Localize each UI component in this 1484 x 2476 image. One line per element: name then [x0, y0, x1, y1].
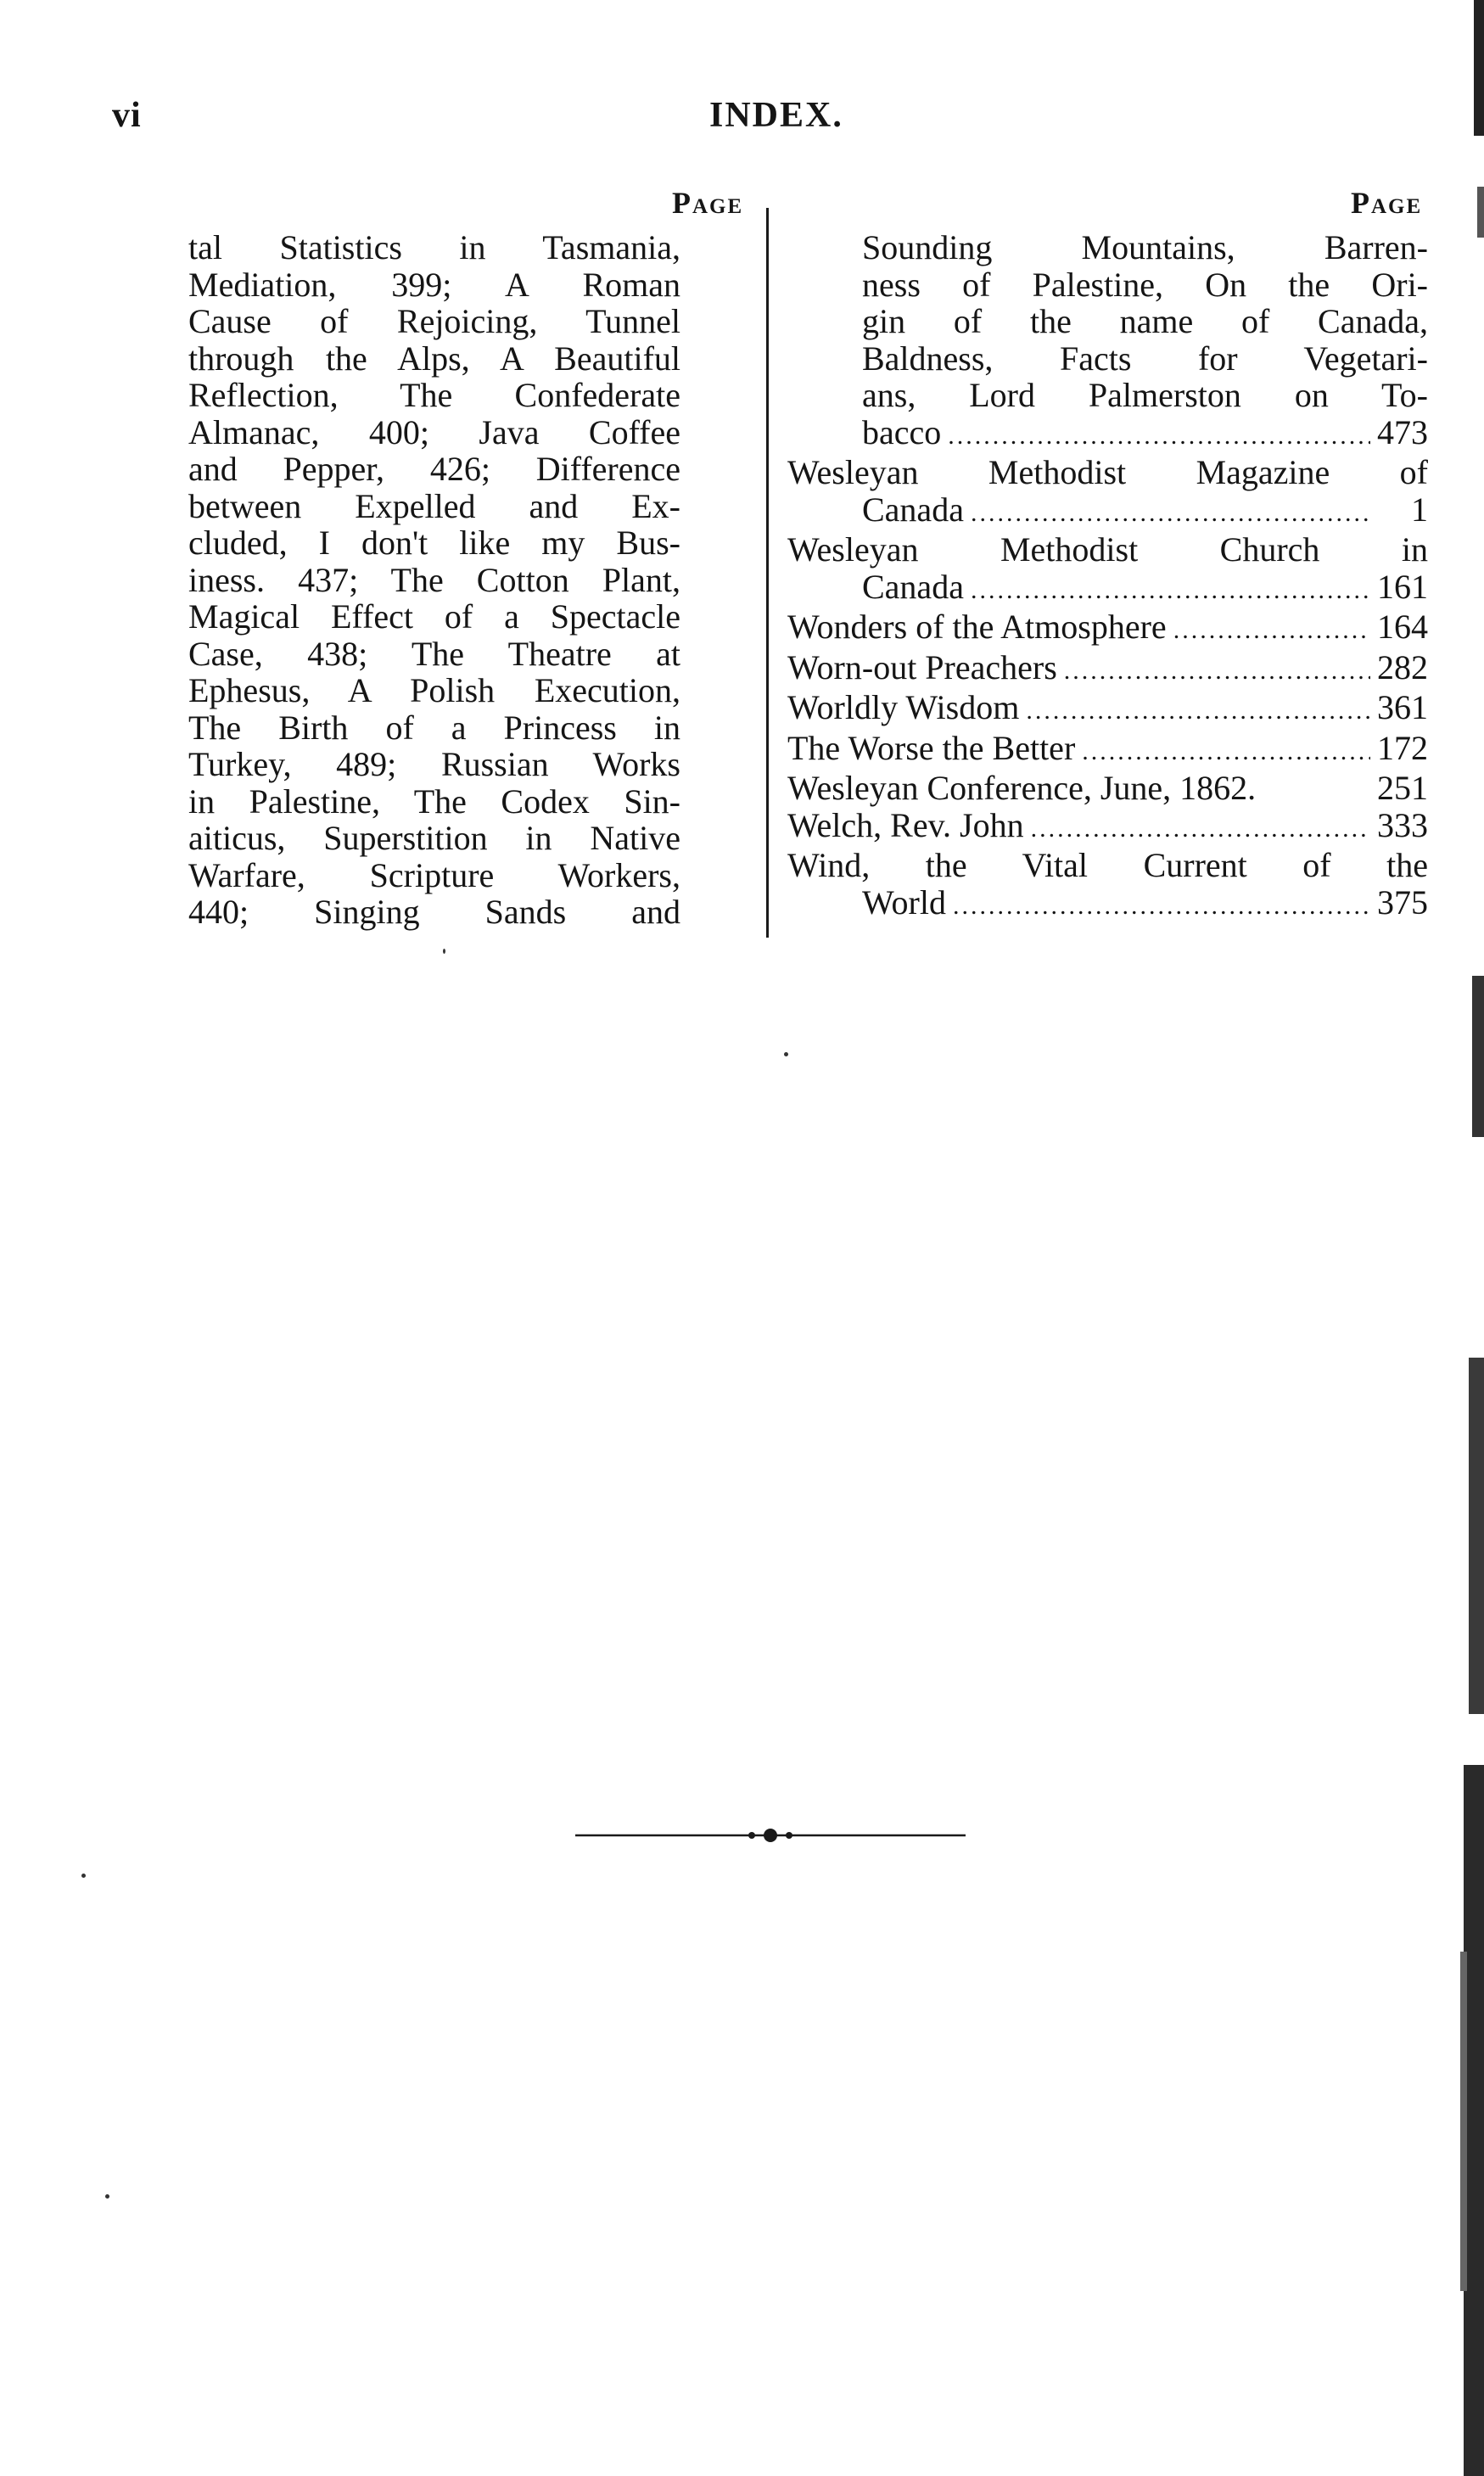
index-page-number: 172: [1377, 728, 1428, 767]
index-entry-line: [787, 491, 1428, 532]
index-entry-text: bacco: [862, 412, 942, 451]
right-column-entries: [787, 229, 1428, 924]
left-column-line: Mediation, 399; A Roman: [188, 265, 680, 304]
index-page-number: 375: [1377, 882, 1428, 921]
left-column-line: cluded, I don't like my Bus-: [188, 524, 680, 562]
index-entry-text: ness of Palestine, On the Ori-: [862, 265, 1428, 304]
dot-leader: [953, 888, 1370, 925]
dot-leader: [1031, 810, 1370, 848]
index-entry-text: Worldly Wisdom: [787, 688, 1020, 726]
left-column-line: iness. 437; The Cotton Plant,: [188, 560, 680, 599]
index-entry-line: [787, 340, 1428, 378]
index-entry-line: [787, 649, 1428, 690]
scan-speck: [784, 1052, 788, 1056]
index-page-number: 282: [1377, 647, 1428, 686]
index-page-number: 251: [1377, 769, 1428, 807]
left-column-line: 440; Singing Sands and: [188, 893, 680, 931]
index-entry-line: [787, 730, 1428, 770]
dot-leader: [1082, 733, 1370, 770]
column-divider-rule: [766, 208, 769, 938]
index-entry-text: Canada: [862, 567, 964, 606]
left-column-line: Warfare, Scripture Workers,: [188, 855, 680, 894]
left-column-line: Cause of Rejoicing, Tunnel: [188, 302, 680, 340]
index-entry-line: [787, 377, 1428, 414]
index-entry-text: Baldness, Facts for Vegetari-: [862, 339, 1428, 378]
index-entry-text: Wind, the Vital Current of the: [787, 846, 1428, 884]
index-entry-line: [787, 531, 1428, 569]
index-page-number: 164: [1377, 608, 1428, 646]
left-column-line: through the Alps, A Beautiful: [188, 339, 680, 378]
index-entry-line: [787, 569, 1428, 609]
scan-speck: [105, 2194, 109, 2199]
index-entry-line: [787, 847, 1428, 884]
dot-leader: [948, 417, 1370, 455]
left-column-line: The Birth of a Princess in: [188, 708, 680, 747]
left-column-line: tal Statistics in Tasmania,: [188, 228, 680, 266]
index-entry-text: Worn-out Preachers: [787, 647, 1057, 686]
index-entry-text: gin of the name of Canada,: [862, 302, 1428, 340]
index-page-number: 333: [1377, 805, 1428, 844]
index-page-number: 473: [1377, 412, 1428, 451]
index-entry-text: Sounding Mountains, Barren-: [862, 228, 1428, 266]
index-entry-text: ans, Lord Palmerston on To-: [862, 376, 1428, 414]
index-entry-text: Wesleyan Conference, June, 1862.: [787, 769, 1257, 807]
dot-leader: [971, 572, 1370, 609]
index-entry-line: [787, 414, 1428, 455]
index-entry-line: [787, 689, 1428, 730]
index-page-number: 161: [1377, 567, 1428, 606]
scan-speck: [443, 949, 445, 954]
left-column-text: [188, 229, 680, 931]
index-entry-line: [787, 807, 1428, 848]
index-entry-line: [787, 770, 1428, 807]
left-column-line: Reflection, The Confederate: [188, 376, 680, 414]
left-page-column-header: Page: [672, 186, 744, 220]
left-column-line: Magical Effect of a Spectacle: [188, 597, 680, 636]
dot-leader: [1064, 653, 1370, 690]
index-entry-text: Wesleyan Methodist Magazine of: [787, 453, 1428, 491]
index-entry-line: [787, 266, 1428, 304]
left-column-line: between Expelled and Ex-: [188, 486, 680, 525]
index-page-number: 361: [1377, 688, 1428, 726]
index-entry-text: Welch, Rev. John: [787, 805, 1024, 844]
index-entry-text: Wesleyan Methodist Church in: [787, 530, 1428, 569]
scan-speck: [81, 1874, 86, 1878]
left-column-line: Ephesus, A Polish Execution,: [188, 671, 680, 709]
index-entry-text: World: [862, 882, 946, 921]
scanned-page-edge: [1455, 0, 1484, 2476]
index-entry-line: [787, 303, 1428, 340]
left-column-line: Turkey, 489; Russian Works: [188, 745, 680, 783]
right-page-column-header: Page: [1351, 186, 1423, 220]
index-entry-text: Wonders of the Atmosphere: [787, 608, 1167, 646]
index-page-number: 1: [1411, 490, 1428, 529]
index-entry-line: [787, 454, 1428, 491]
page-folio: vi: [112, 96, 142, 135]
ornamental-rule-divider: [575, 1823, 966, 1848]
left-column-line: in Palestine, The Codex Sin-: [188, 781, 680, 821]
index-entry-line: [787, 229, 1428, 266]
index-entry-text: Canada: [862, 490, 964, 529]
index-entry-text: The Worse the Better: [787, 728, 1076, 767]
index-entry-line: [787, 608, 1428, 649]
left-column-line: and Pepper, 426; Difference: [188, 450, 680, 488]
left-column-line: Case, 438; The Theatre at: [188, 634, 680, 673]
page-title: INDEX.: [709, 96, 843, 135]
left-column-line: Almanac, 400; Java Coffee: [188, 412, 680, 451]
dot-leader: [971, 495, 1370, 532]
left-column-line: aiticus, Superstition in Native: [188, 819, 680, 857]
index-entry-line: [787, 884, 1428, 925]
dot-leader: [1173, 612, 1370, 649]
dot-leader: [1026, 692, 1370, 730]
